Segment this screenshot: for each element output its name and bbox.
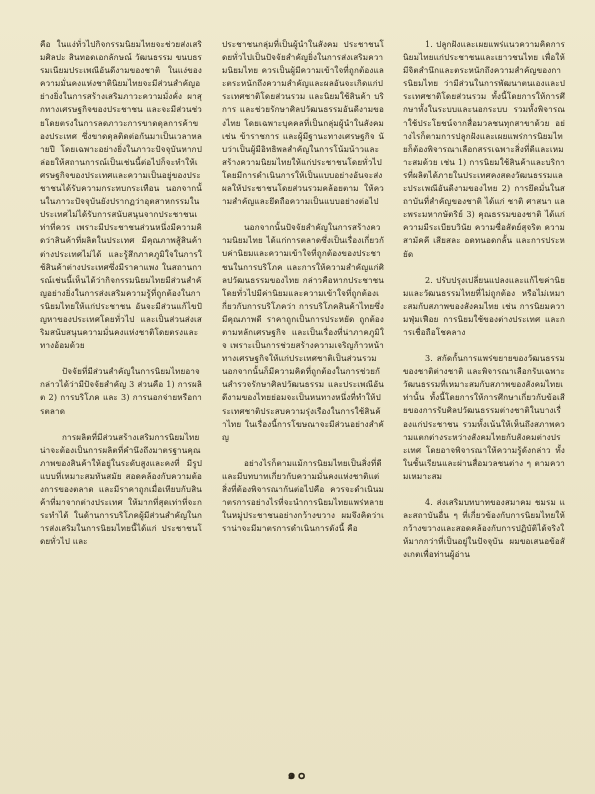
text-column-right (403, 38, 565, 574)
text-column-left (40, 38, 202, 561)
paragraph: ประชาชนกลุ่มที่เป็นผู้นำในสังคม ประชาชนโดยทั่วไปเป็นปัจจัยสำคัญยิ่งในการส่งเสริมความนิยมไทย ควรเป็นผู้มีความเข้าใจที่ถูกต้องและตระหนักถึงความสำคัญและผลอันจะเกิดแก่ประเทศชาติโดยส่วนรวม และนิยมใช้สินค้า บริการ และช่วยรักษาศิลปวัฒนธรรมอันดีงามของไทย โดยเฉพาะบุคคลที่เป็นกลุ่มผู้นำในสังคม เช่น ข้าราชการ และผู้มีฐานะทางเศรษฐกิจ นับว่าเป็นผู้มีอิทธิพลสำคัญในการโน้มน้าวและสร้างความนิยมไทยให้แก่ประชาชนโดยทั่วไป โดยมีการดำเนินการให้เป็นแบบอย่างอันจะส่งผลให้ประชาชนโดยส่วนรวมคล้อยตาม ให้ความสำคัญและยึดถือความเป็นแบบอย่างต่อไป (222, 39, 384, 207)
paragraph: 3. สกัดกั้นการแพร่ขยายของวัฒนธรรมของชาติต่างชาติ และพิจารณาเลือกรับเฉพาะวัฒนธรรมที่เหมาะสมกับสภาพของสังคมไทยเท่านั้น ทั้งนี้โดยการให้การศึกษาเกี่ยวกับข้อเสียของการรับศิลปวัฒนธรรมต่างชาติในบางเรื่องแก่ประชาชน รวมทั้งเน้นให้เห็นถึงสภาพความแตกต่างระหว่างสังคมไทยกับสังคมต่างประเทศ โดยอาจพิจารณาให้ความรู้ดังกล่าว ทั้งในชั้นเรียนและผ่านสื่อมวลชนต่าง ๆ ตามความเหมาะสม (403, 353, 565, 481)
paragraph: นอกจากนั้นปัจจัยสำคัญในการสร้างความนิยมไทย ได้แก่การตลาดซึ่งเป็นเรื่องเกี่ยวกับค่านิยมและความเข้าใจที่ถูกต้องของประชาชนในการบริโภค และการให้ความสำคัญแก่ศิลปวัฒนธรรมของไทย กล่าวคือหากประชาชนโดยทั่วไปมีค่านิยมและความเข้าใจที่ถูกต้องเกี่ยวกับการบริโภคว่า การบริโภคสินค้าไทยซึ่งมีคุณภาพดี ราคาถูกเป็นการประหยัด ถูกต้องตามหลักเศรษฐกิจ และเป็นเรื่องที่น่าภาคภูมิใจ เพราะเป็นการช่วยสร้างความเจริญก้าวหน้าทางเศรษฐกิจให้แก่ประเทศชาติเป็นส่วนรวม นอกจากนั้นก็มีความคิดที่ถูกต้องในการช่วยกันสำรวจรักษาศิลปวัฒนธรรม และประเพณีอันดีงามของไทยย่อมจะเป็นหนทางหนึ่งที่ทำให้ประเทศชาติประสบความรุ่งเรืองในการใช้สินค้าไทย ในเรื่องนี้การโฆษณาจะมีส่วนอย่างสำคัญ (222, 222, 384, 442)
paragraph: อย่างไรก็ตามแม้การนิยมไทยเป็นสิ่งที่ดี และมีบทบาทเกี่ยวกับความมั่นคงแห่งชาติแต่สิ่งที่ต้องพิจารณากันต่อไปคือ ควรจะดำเนินมาตรการอย่างไรที่จะนำการนิยมไทยแพร่หลายในหมู่ประชาชนอย่างกว้างขวาง ผมจึงคิดว่าเราน่าจะมีมาตรการดำเนินการดังนี้ คือ (222, 457, 384, 534)
page-number: ๑๐ (287, 768, 308, 783)
paragraph: 1. ปลูกฝังและเผยแพร่แนวความคิดการนิยมไทยแก่ประชาชนและเยาวชนไทย เพื่อให้มีจิตสำนึกและตระหนักถึงความสำคัญของการนิยมไทย ว่ามีส่วนในการพัฒนาตนเองและประเทศชาติโดยส่วนรวม ทั้งนี้โดยการให้การศึกษาทั้งในระบบและนอกระบบ รวมทั้งพิจารณาใช้ประโยชน์จากสื่อมวลชนทุกสาขาด้วย อย่างไรก็ตามการปลูกฝังและเผยแพร่การนิยมไทยก็ต้องพิจารณาเลือกสรรเฉพาะสิ่งที่ดีและเหมาะสมด้วย เช่น 1) การนิยมใช้สินค้าและบริการที่ผลิตได้ภายในประเทศคงสดงวัฒนธรรมและประเพณีอันดีงามของไทย 2) การยึดมั่นในสถาบันที่สำคัญของชาติ ได้แก่ ชาติ ศาสนา และพระมหากษัตริย์ 3) คุณธรรมของชาติ ได้แก่ ความมีระเบียบวินัย ความซื่อสัตย์สุจริต ความสามัคคี เสียสละ อดทนอดกลั้น และการประหยัด (403, 39, 565, 259)
paragraph: คือ ในแง่ทั่วไปกิจกรรมนิยมไทยจะช่วยส่งเสริมศิลปะ สินทอดเอกลักษณ์ วัฒนธรรม ขนบธรรมเนียมประเพณีอันดีงามของชาติ ในแง่ของความมั่นคงแห่งชาตินิยมไทยจะมีส่วนสำคัญอย่างยิ่งในการสร้างเสริมภาวะความมั่งคั่ง ผาสุกทางเศรษฐกิจของประชาชน และจะมีส่วนช่วยโดยตรงในการลดภาวะการขาดดุลการค้าของประเทศ ซึ่งขาดดุลติดต่อกันมาเป็นเวลาหลายปี โดยเฉพาะอย่างยิ่งในภาวะปัจจุบันหากปล่อยให้สถานการณ์เป็นเช่นนี้ต่อไปก็จะทำให้เศรษฐกิจของประเทศและความเป็นอยู่ของประชาชนได้รับความกระทบกระเทือน นอกจากนั้นในภาวะปัจจุบันยังปรากฏว่าอุตสาหกรรมในประเทศไม่ได้รับการสนับสนุนจากประชาชนเท่าที่ควร เพราะมีประชาชนส่วนหนึ่งมีความคิดว่าสินค้าที่ผลิตในประเทศ มีคุณภาพสู้สินค้าต่างประเทศไม่ได้ และรู้สึกภาคภูมิใจในการใช้สินค้าต่างประเทศซึ่งมีราคาแพง ในสถานการณ์เช่นนี้เห็นได้ว่ากิจกรรมนิยมไทยมีส่วนสำคัญอย่างยิ่งในการส่งเสริมความรู้ที่ถูกต้องในการนิยมไทยให้แก่ประชาชน อันจะมีส่วนแก้ไขปัญหาของประเทศโดยทั่วไป และเป็นส่วนส่งเสริมสนับสนุนความมั่นคงแห่งชาติโดยตรงและทางอ้อมด้วย (40, 39, 202, 351)
paragraph: การผลิตที่มีส่วนสร้างเสริมการนิยมไทย น่าจะต้องเป็นการผลิตที่คำนึงถึงมาตรฐานคุณภาพของสินค้าให้อยู่ในระดับสูงและคงที่ มีรูปแบบที่เหมาะสมทันสมัย สอดคล้องกับความต้องการของตลาด และมีราคาถูกเมื่อเทียบกับสินค้าที่มาจากต่างประเทศ ให้มากที่สุดเท่าที่จะกระทำได้ ในด้านการบริโภคผู้มีส่วนสำคัญในการส่งเสริมในการนิยมไทยนี้ได้แก่ ประชาชนโดยทั่วไป และ (40, 431, 202, 547)
text-column-middle (222, 38, 384, 548)
paragraph: 4. ส่งเสริมบทบาทของสมาคม ชมรม และสถาบันอื่น ๆ ที่เกี่ยวข้องกับการนิยมไทยให้กว้างขวางและสอดคล้องกับการปฏิบัติได้จริงให้มากกว่าที่เป็นอยู่ในปัจจุบัน ผมขอเสนอข้อสังเกตเพื่อท่านผู้อ่าน (403, 497, 565, 560)
paragraph: ปัจจัยที่มีส่วนสำคัญในการนิยมไทยอาจกล่าวได้ว่ามีปัจจัยสำคัญ 3 ส่วนคือ 1) การผลิต 2) การบริโภค และ 3) การนอกจ่ายหรือการตลาด (40, 366, 202, 416)
paragraph: 2. ปรับปรุงเปลี่ยนแปลงและแก้ไขค่านิยมและวัฒนธรรมไทยที่ไม่ถูกต้อง หรือไม่เหมาะสมกับสภาพของสังคมไทย เช่น การนิยมความฟุ่มเฟือย การนิยมใช้ของต่างประเทศ และการเชื่อถือโชคลาง (403, 274, 565, 337)
